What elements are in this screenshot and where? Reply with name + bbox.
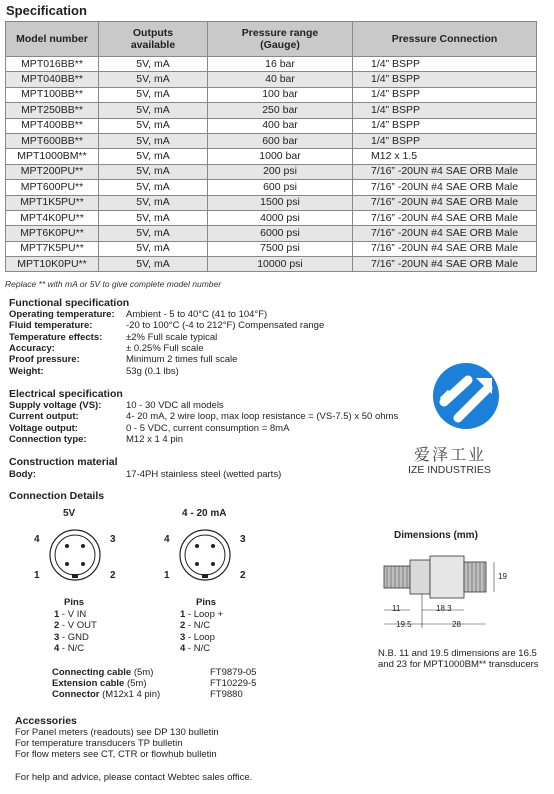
table-row	[6, 133, 537, 148]
spec-label: Proof pressure:	[9, 354, 80, 366]
table-row	[6, 87, 537, 102]
table-cell: 1/4” BSPP	[353, 57, 537, 72]
cable-item	[52, 678, 292, 689]
table-cell: 7/16” -20UN #4 SAE ORB Male	[353, 164, 537, 179]
table-cell: MPT200PU**	[6, 164, 99, 179]
pin-item	[54, 632, 134, 644]
accessories-list	[15, 727, 415, 760]
functional-row	[0, 320, 554, 331]
pin-item	[54, 643, 134, 655]
spec-label: Current output:	[9, 411, 79, 423]
pins-ma	[180, 597, 270, 655]
spec-value: 10 - 30 VDC all models	[126, 400, 224, 411]
company-logo	[406, 352, 526, 482]
pin-function: - N/C	[185, 620, 211, 631]
cable-code: FT9879-05	[210, 667, 257, 678]
table-cell: 250 bar	[208, 103, 353, 118]
help-footer: For help and advice, please contact Webtec sales office.	[15, 772, 253, 783]
cable-label: Extension cable	[52, 678, 125, 689]
spec-label: Temperature effects:	[9, 331, 103, 343]
functional-row	[0, 309, 554, 320]
logo-chinese-text: 爱泽工业	[414, 445, 487, 464]
table-cell: 4000 psi	[208, 210, 353, 225]
pin-label-1: 1	[34, 570, 40, 581]
table-cell: 10000 psi	[208, 257, 353, 272]
table-row	[6, 257, 537, 272]
table-cell: 1500 psi	[208, 195, 353, 210]
pin-label-3: 3	[240, 534, 246, 545]
table-cell: 5V, mA	[99, 118, 208, 133]
spec-value: Ambient - 5 to 40°C (41 to 104°F)	[126, 309, 268, 320]
table-cell: MPT400BB**	[6, 118, 99, 133]
pin-item	[180, 632, 270, 644]
body-label: Body:	[9, 469, 36, 480]
table-cell: MPT600BB**	[6, 133, 99, 148]
cable-list	[52, 667, 292, 700]
pin-function: - V IN	[59, 608, 87, 620]
table-cell: M12 x 1.5	[353, 149, 537, 164]
table-cell: MPT1K5PU**	[6, 195, 99, 210]
cable-spec: (5m)	[131, 667, 154, 678]
pin-function: - Loop	[185, 631, 215, 643]
electrical-heading: Electrical specification	[9, 388, 123, 400]
pin-item	[180, 620, 270, 632]
dim-28-label: 28	[452, 620, 461, 629]
table-cell: MPT040BB**	[6, 72, 99, 87]
table-row	[6, 241, 537, 256]
table-cell: 200 psi	[208, 164, 353, 179]
table-cell: 7500 psi	[208, 241, 353, 256]
table-row	[6, 164, 537, 179]
spec-label: Fluid temperature:	[9, 320, 93, 332]
pin-label-1: 1	[164, 570, 170, 581]
pin-number: 3	[54, 631, 60, 643]
spec-label: Supply voltage (VS):	[9, 400, 102, 411]
table-cell: 7/16” -20UN #4 SAE ORB Male	[353, 210, 537, 225]
spec-label: Connection type:	[9, 433, 87, 445]
table-cell: 400 bar	[208, 118, 353, 133]
table-header-cell: Model number	[6, 22, 99, 57]
pins-ma-title: Pins	[196, 597, 217, 608]
connector-ma-title: 4 - 20 mA	[182, 508, 227, 519]
table-cell: MPT6K0PU**	[6, 226, 99, 241]
table-header-cell: Pressure Connection	[353, 22, 537, 57]
pin-function: - N/C	[59, 643, 85, 654]
pin-item	[54, 609, 134, 621]
table-cell: MPT10K0PU**	[6, 257, 99, 272]
logo-english-text: IZE INDUSTRIES	[408, 464, 491, 476]
table-cell: 5V, mA	[99, 57, 208, 72]
table-cell: 600 bar	[208, 133, 353, 148]
spec-label: Voltage output:	[9, 422, 78, 434]
table-row	[6, 210, 537, 225]
functional-row	[0, 332, 554, 343]
table-cell: 5V, mA	[99, 180, 208, 195]
table-cell: 7/16” -20UN #4 SAE ORB Male	[353, 257, 537, 272]
table-cell: 5V, mA	[99, 103, 208, 118]
pin-function: - N/C	[185, 643, 211, 654]
pin-number: 1	[180, 608, 186, 620]
pin-label-4: 4	[34, 534, 40, 545]
table-cell: 16 bar	[208, 57, 353, 72]
table-cell: 5V, mA	[99, 195, 208, 210]
construction-heading: Construction material	[9, 456, 118, 468]
pin-label-2: 2	[240, 570, 246, 581]
dim-19-label: 19	[498, 572, 507, 581]
table-row	[6, 118, 537, 133]
accessory-line: For flow meters see CT, CTR or flowhub bulletin	[15, 749, 217, 760]
connector-5v-title: 5V	[63, 508, 76, 519]
pin-number: 1	[54, 608, 60, 620]
pin-function: - GND	[59, 631, 89, 643]
cable-item	[52, 667, 292, 678]
dim-18-3-label: 18.3	[436, 604, 452, 613]
pin-number: 2	[180, 620, 186, 631]
pin-number: 2	[54, 620, 60, 631]
table-cell: 7/16” -20UN #4 SAE ORB Male	[353, 195, 537, 210]
spec-label: Weight:	[9, 365, 44, 377]
table-row	[6, 226, 537, 241]
dim-11-label: 11	[392, 604, 401, 613]
table-cell: 1/4” BSPP	[353, 133, 537, 148]
table-cell: 5V, mA	[99, 226, 208, 241]
cable-item	[52, 689, 292, 700]
body-value: 17-4PH stainless steel (wetted parts)	[126, 469, 282, 480]
accessory-line: For temperature transducers TP bulletin	[15, 738, 183, 749]
spec-value: ± 0.25% Full scale	[126, 342, 204, 354]
table-row	[6, 149, 537, 164]
table-cell: MPT250BB**	[6, 103, 99, 118]
table-cell: MPT7K5PU**	[6, 241, 99, 256]
spec-label: Operating temperature:	[9, 309, 115, 320]
table-cell: 40 bar	[208, 72, 353, 87]
cable-code: FT9880	[210, 689, 243, 700]
table-cell: 100 bar	[208, 87, 353, 102]
pin-item	[180, 609, 270, 621]
pin-label-4: 4	[164, 534, 170, 545]
table-cell: 5V, mA	[99, 72, 208, 87]
table-cell: 5V, mA	[99, 241, 208, 256]
pin-number: 4	[54, 643, 60, 654]
spec-value: -20 to 100°C (-4 to 212°F) Compensated range	[126, 320, 325, 332]
pins-5v-title: Pins	[64, 597, 85, 608]
table-header-cell: Outputs available	[99, 22, 208, 57]
table-cell: 5V, mA	[99, 257, 208, 272]
connection-heading: Connection Details	[9, 490, 105, 502]
table-cell: MPT016BB**	[6, 57, 99, 72]
table-cell: 5V, mA	[99, 133, 208, 148]
table-cell: 1/4” BSPP	[353, 87, 537, 102]
spec-value: 53g (0.1 lbs)	[126, 365, 179, 377]
functional-heading: Functional specification	[9, 297, 130, 309]
table-row	[6, 103, 537, 118]
pins-5v	[54, 597, 134, 655]
table-cell: 6000 psi	[208, 226, 353, 241]
table-row	[6, 57, 537, 72]
cable-spec: (M12x1 4 pin)	[99, 689, 161, 700]
table-cell: 5V, mA	[99, 210, 208, 225]
pin-function: - Loop +	[185, 608, 224, 620]
specification-table	[5, 21, 537, 272]
table-cell: 600 psi	[208, 180, 353, 195]
cable-label: Connector	[52, 689, 100, 700]
spec-label: Accuracy:	[9, 342, 55, 354]
pin-function: - V OUT	[59, 620, 97, 631]
table-row	[6, 180, 537, 195]
table-cell: 7/16” -20UN #4 SAE ORB Male	[353, 226, 537, 241]
pin-item	[54, 620, 134, 632]
table-cell: 1000 bar	[208, 149, 353, 164]
table-cell: 5V, mA	[99, 149, 208, 164]
table-row	[6, 195, 537, 210]
table-cell: 5V, mA	[99, 87, 208, 102]
pin-item	[180, 643, 270, 655]
table-cell: 5V, mA	[99, 164, 208, 179]
table-cell: 7/16” -20UN #4 SAE ORB Male	[353, 241, 537, 256]
table-cell: 1/4” BSPP	[353, 103, 537, 118]
cable-label: Connecting cable	[52, 667, 132, 678]
table-cell: 1/4” BSPP	[353, 72, 537, 87]
page-title: Specification	[6, 3, 87, 18]
table-cell: MPT4K0PU**	[6, 210, 99, 225]
spec-value: 0 - 5 VDC, current consumption = 8mA	[126, 422, 290, 434]
spec-value: M12 x 1 4 pin	[126, 433, 184, 445]
table-cell: 7/16” -20UN #4 SAE ORB Male	[353, 180, 537, 195]
pin-label-2: 2	[110, 570, 116, 581]
pin-label-3: 3	[110, 534, 116, 545]
pin-number: 4	[180, 643, 186, 654]
table-cell: 1/4” BSPP	[353, 118, 537, 133]
table-cell: MPT100BB**	[6, 87, 99, 102]
dim-19-5-label: 19.5	[396, 620, 412, 629]
model-note: Replace ** with mA or 5V to give complete model number	[5, 279, 222, 289]
accessory-line: For Panel meters (readouts) see DP 130 bulletin	[15, 727, 219, 738]
spec-value: Minimum 2 times full scale	[126, 354, 238, 366]
table-cell: MPT1000BM**	[6, 149, 99, 164]
cable-code: FT10229-5	[210, 678, 257, 689]
table-row	[6, 72, 537, 87]
spec-value: ±2% Full scale typical	[126, 331, 218, 343]
cable-spec: (5m)	[124, 678, 147, 689]
dimensions-heading: Dimensions (mm)	[394, 530, 478, 541]
logo-icon	[406, 352, 526, 442]
connector-5v-diagram	[30, 508, 130, 588]
table-header-cell: Pressure range (Gauge)	[208, 22, 353, 57]
pin-number: 3	[180, 631, 186, 643]
spec-value: 4- 20 mA, 2 wire loop, max loop resistance = (VS-7.5) x 50 ohms	[126, 411, 399, 423]
connector-ma-diagram	[160, 508, 260, 588]
accessories-heading: Accessories	[15, 715, 77, 727]
table-cell: MPT600PU**	[6, 180, 99, 195]
dimensions-note: N.B. 11 and 19.5 dimensions are 16.5 and 23 for MPT1000BM** transducers	[378, 648, 539, 670]
